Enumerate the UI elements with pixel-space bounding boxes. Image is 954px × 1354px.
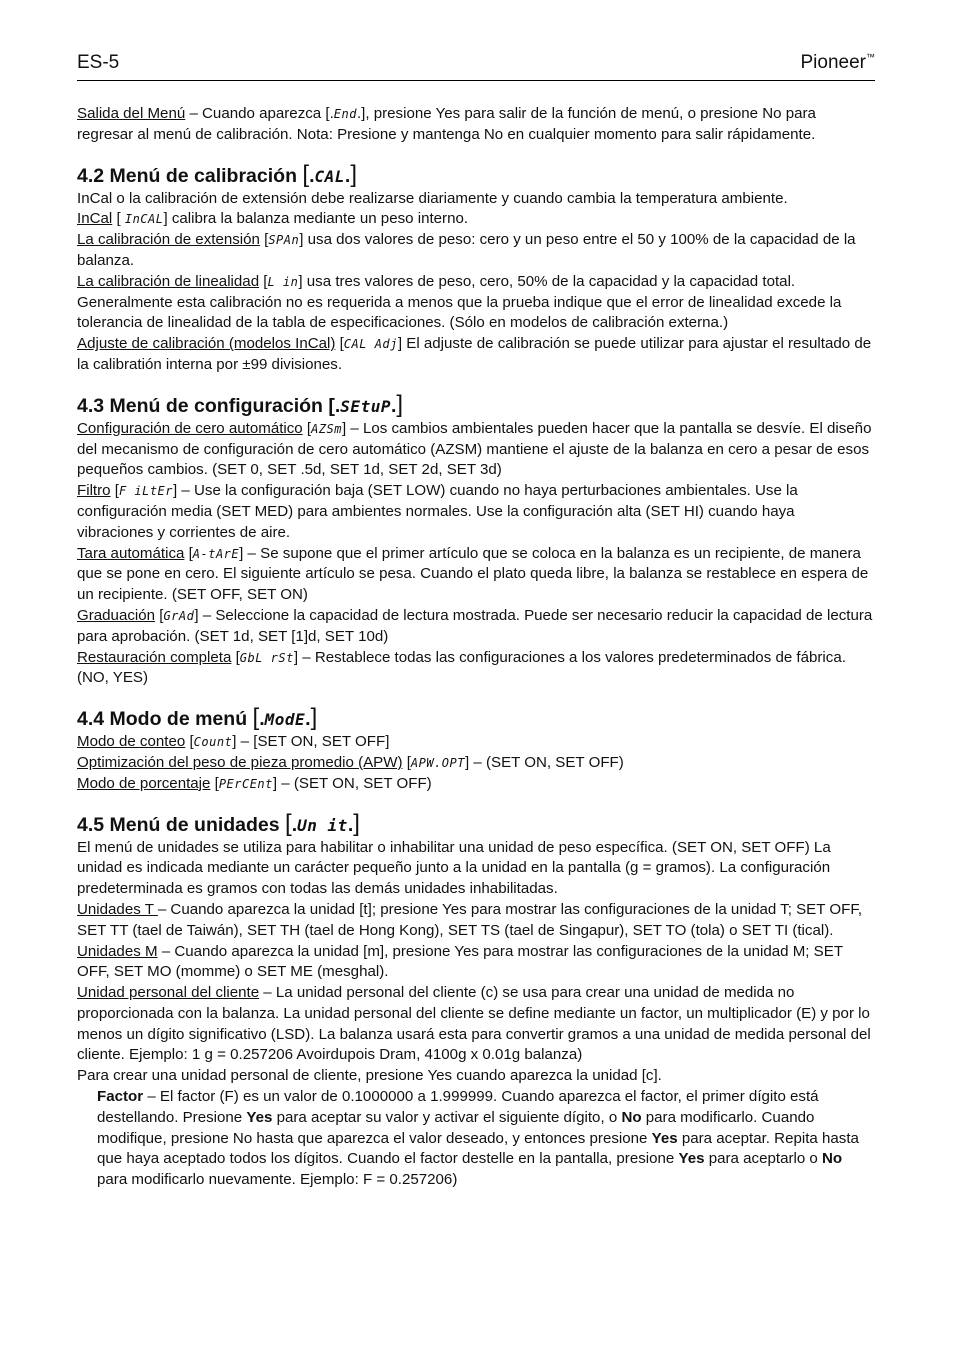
display-code-tare: A-tArE <box>192 546 240 561</box>
incal-paragraph: InCal [ InCAL] calibra la balanza mediante un peso interno. <box>77 210 469 228</box>
section-heading-units: 4.5 Menú de unidades [.Un it.] <box>77 809 360 837</box>
units-t-paragraph: Unidades T – Cuando aparezca la unidad [t]; presione Yes para mostrar las configuraciones de la unidad T; SET OFF, SET TT (tael de Taiwán), SET TH (tael de Hong Kong), SET TS (tael de Singapur), SET TO (tola) o SET TI (tical). <box>77 900 863 939</box>
display-code-mode: ModE <box>264 710 306 730</box>
display-code-end: End <box>333 107 357 121</box>
display-code-filter: F iLtEr <box>118 484 174 499</box>
auto-tare-paragraph: Tara automática [A-tArE] – Se supone que el primer artículo que se coloca en la balanza es un recipiente, de manera que se pone en cero. El siguiente artículo se pesa. Cuando el plato queda libre, la balanza se restablece en espera de un recipiente. (SET OFF, SET ON) <box>77 544 869 604</box>
display-code-cal: CAL <box>314 166 345 186</box>
display-code-setup: SEtuP <box>340 396 391 416</box>
custom-unit-create: Para crear una unidad personal de cliente, presione Yes cuando aparezca la unidad [c]. <box>77 1067 662 1085</box>
linearity-paragraph: La calibración de linealidad [L in] usa tres valores de peso, cero, 50% de la capacidad y la capacidad total. Generalmente esta calibración no es requerida a menos que la prueba indique que el error de linealidad excede la tolerancia de linealidad de la tabla de especificaciones. (Sólo en modelos de calibración externa.) <box>77 272 842 332</box>
display-code-reset: GbL rSt <box>239 650 294 665</box>
section-heading-calibration: 4.2 Menú de calibración [.CAL.] <box>77 160 357 188</box>
percent-mode-paragraph: Modo de porcentaje [PErCEnt] – (SET ON, SET OFF) <box>77 774 432 792</box>
page-header <box>77 50 875 81</box>
graduation-paragraph: Graduación [GrAd] – Seleccione la capacidad de lectura mostrada. Puede ser necesario reducir la capacidad de lectura para aprobación. (SET 1d, SET [1]d, SET 10d) <box>77 606 873 645</box>
factor-paragraph: Factor – El factor (F) es un valor de 0.1000000 a 1.999999. Cuando aparezca el factor, el primer dígito está destellando. Presione Yes para aceptar su valor y activar el siguiente dígito, o No para modificarlo. Cuando modifique, presione No hasta que aparezca el valor deseado, y entonces presione Yes para aceptar. Repita hasta que haya aceptado todos los dígitos. Cuando el factor destelle en la pantalla, presione Yes para aceptarlo o No para modificarlo nuevamente. Ejemplo: F = 0.257206) <box>97 1088 859 1189</box>
filter-paragraph: Filtro [F iLtEr] – Use la configuración baja (SET LOW) cuando no haya perturbaciones ambientales. Use la configuración media (SET MED) para ambientes normales. Use la configuración alta (SET HI) cuando haya vibraciones y corrientes de aire. <box>77 482 798 541</box>
trademark-mark: ™ <box>866 52 875 62</box>
display-code-percent: PErCEnt <box>218 776 273 791</box>
display-code-azsm: AZSm <box>311 421 342 436</box>
display-code-apw: APW.OPT <box>410 755 465 770</box>
display-code-grad: GrAd <box>163 608 195 623</box>
custom-unit-paragraph: Unidad personal del cliente – La unidad personal del cliente (c) se usa para crear una unidad de medida no proporcionada con la balanza. La unidad personal del cliente se define mediante un factor, un multiplicador (E) y por lo menos un dígito significativo (LSD). La balanza usará esta para convertir gramos a una unidad de medida personal del cliente. Ejemplo: 1 g = 0.257206 Avoirdupois Dram, 4100g x 0.01g balanza) <box>77 984 871 1064</box>
display-code-count: Count <box>193 735 233 750</box>
display-code-unit: Un it <box>297 815 348 835</box>
page-number: ES-5 <box>77 52 120 73</box>
calibration-intro: InCal o la calibración de extensión debe realizarse diariamente y cuando cambia la temperatura ambiente. <box>77 189 788 207</box>
units-intro: El menú de unidades se utiliza para habilitar o inhabilitar una unidad de peso específica. (SET ON, SET OFF) La unidad es indicada mediante un carácter pequeño junto a la unidad en la pantalla (g = gramos). La configuración predeterminada es gramos con todas las demás unidades inhabilitadas. <box>77 838 831 898</box>
page-content <box>77 104 875 1191</box>
units-m-paragraph: Unidades M – Cuando aparezca la unidad [m], presione Yes para mostrar las configuraciones de la unidad M; SET OFF, SET MO (momme) o SET ME (mesghal). <box>77 942 843 981</box>
apw-paragraph: Optimización del peso de pieza promedio (APW) [APW.OPT] – (SET ON, SET OFF) <box>77 753 624 771</box>
section-heading-mode: 4.4 Modo de menú [.ModE.] <box>77 704 318 732</box>
cal-adjust-paragraph: Adjuste de calibración (modelos InCal) [CAL Adj] El adjuste de calibración se puede utilizar para ajustar el resultado de la calibratión interna por ±99 divisiones. <box>77 335 872 373</box>
span-paragraph: La calibración de extensión [SPAn] usa dos valores de peso: cero y un peso entre el 50 y 100% de la capacidad de la balanza. <box>77 231 856 269</box>
display-code-lin: L in <box>267 274 299 289</box>
term-menu-exit: Salida del Menú <box>77 105 186 122</box>
azsm-paragraph: Configuración de cero automático [AZSm] – Los cambios ambientales pueden hacer que la pantalla se desvíe. El diseño del mecanismo de configuración de cero automático (AZSM) mantiene el ajuste de la balanza en cero a pesar de esos pequeños cambios. (SET 0, SET .5d, SET 1d, SET 2d, SET 3d) <box>77 419 872 479</box>
display-code-incal: InCAL <box>124 212 164 227</box>
count-mode-paragraph: Modo de conteo [Count] – [SET ON, SET OFF] <box>77 733 390 751</box>
global-reset-paragraph: Restauración completa [GbL rSt] – Restablece todas las configuraciones a los valores predeterminados de fábrica. (NO, YES) <box>77 648 846 687</box>
product-name: Pioneer™ <box>800 52 875 73</box>
display-code-caladj: CAL Adj <box>343 337 398 352</box>
section-heading-setup: 4.3 Menú de configuración [.SEtuP.] <box>77 390 404 418</box>
menu-exit-paragraph: Salida del Menú – Cuando aparezca [.End.], presione Yes para salir de la función de menú, o presione No para regresar al menú de calibración. Nota: Presione y mantenga No en cualquier momento para salir rápidamente. <box>77 105 816 143</box>
display-code-span: SPAn <box>268 233 300 248</box>
